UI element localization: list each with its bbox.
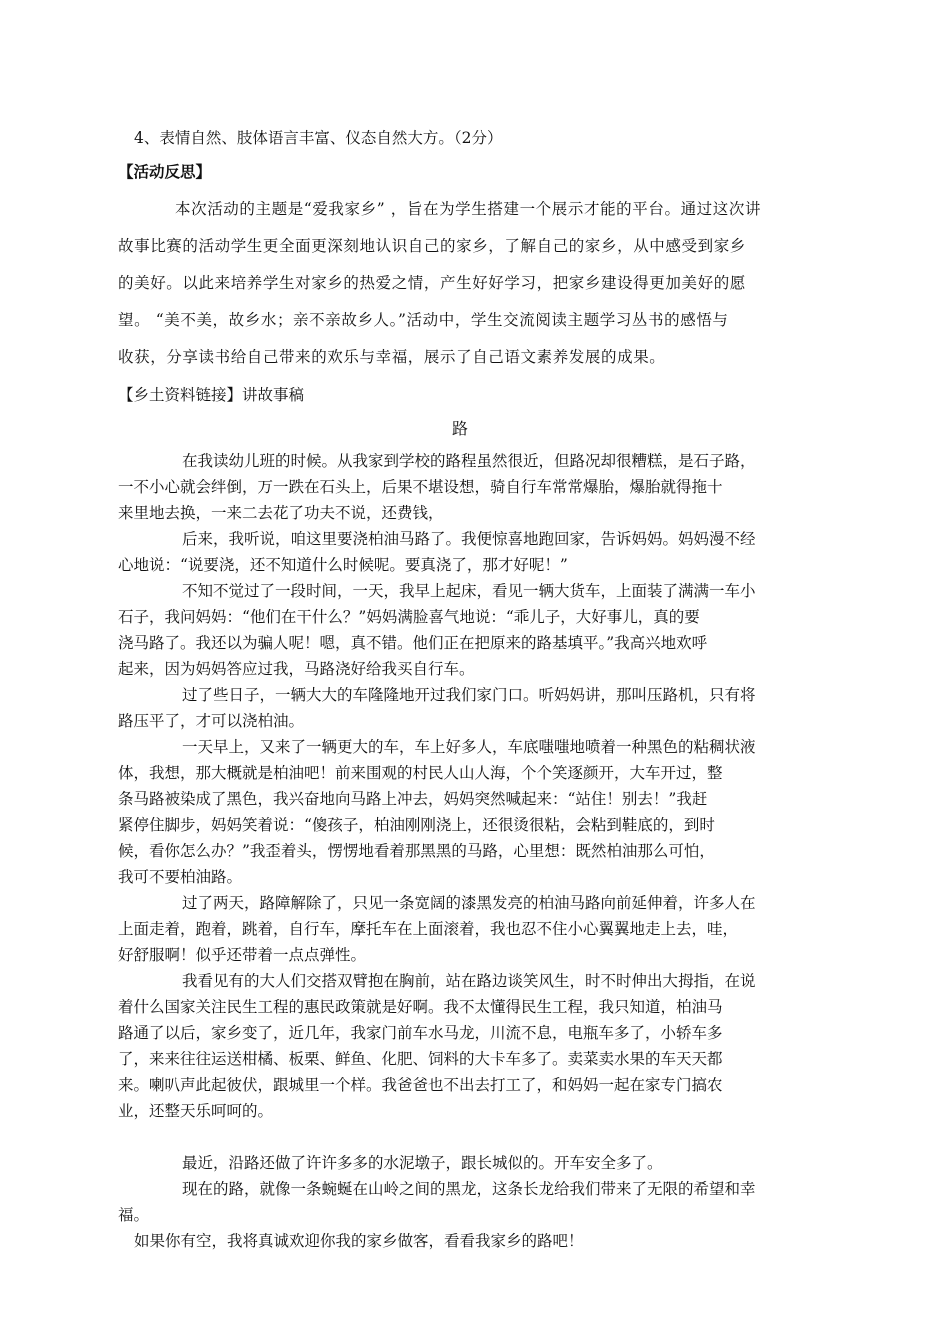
link-heading: [118, 385, 304, 405]
story-line: 福。: [118, 1206, 150, 1224]
story-line: 起来，因为妈妈答应过我，马路浇好给我买自行车。: [118, 660, 475, 678]
story-line: 一不小心就会绊倒，万一跌在石头上，后果不堪设想，骑自行车常常爆胎，爆胎就得拖十: [118, 478, 723, 496]
story-title: 路: [451, 419, 468, 438]
criterion-4-text: 4、表情自然、肢体语言丰富、仪态自然大方。（2分）: [134, 129, 503, 147]
reflection-line: 本次活动的主题是“爱我家乡” ，旨在为学生搭建一个展示才能的平台。通过这次讲: [175, 200, 762, 218]
story-line: 在我读幼儿班的时候。从我家到学校的路程虽然很近，但路况却很糟糕，是石子路，: [182, 452, 756, 470]
story-line: 体，我想，那大概就是柏油吧！前来围观的村民人山人海，个个笑逐颜开，大车开过，整: [118, 764, 723, 782]
story-line: 路通了以后，家乡变了，近几年，我家门前车水马龙，川流不息，电瓶车多了，小轿车多: [118, 1024, 723, 1042]
story-line: 现在的路，就像一条蜿蜒在山岭之间的黑龙，这条长龙给我们带来了无限的希望和幸: [182, 1180, 756, 1198]
story-line: 最近，沿路还做了许许多多的水泥墩子，跟长城似的。开车安全多了。: [182, 1154, 663, 1172]
reflection-heading: 【活动反思】: [118, 162, 212, 181]
story-line: 过了两天，路障解除了，只见一条宽阔的漆黑发亮的柏油马路向前延伸着，许多人在: [182, 894, 756, 912]
story-line: 不知不觉过了一段时间，一天，我早上起床，看见一辆大货车，上面装了满满一车小: [182, 582, 756, 600]
story-line: 一天早上，又来了一辆更大的车，车上好多人，车底嗤嗤地喷着一种黑色的粘稠状液: [182, 738, 756, 756]
story-line: 了，来来往往运送柑橘、板栗、鲜鱼、化肥、饲料的大卡车多了。卖菜卖水果的车天天都: [118, 1050, 723, 1068]
story-line: 心地说：“说要浇，还不知道什么时候呢。要真浇了，那才好呢！”: [118, 556, 568, 574]
story-line: 着什么国家关注民生工程的惠民政策就是好啊。我不太懂得民生工程，我只知道，柏油马: [118, 998, 723, 1016]
story-line: 我看见有的大人们交搭双臂抱在胸前，站在路边谈笑风生，时不时伸出大拇指，在说: [182, 972, 756, 990]
story-line: 我可不要柏油路。: [118, 868, 243, 886]
story-line: 候，看你怎么办？”我歪着头，愣愣地看着那黑黑的马路，心里想：既然柏油那么可怕，: [118, 842, 715, 860]
story-line: 好舒服啊！似乎还带着一点点弹性。: [118, 946, 367, 964]
story-line: 紧停住脚步，妈妈笑着说：“傻孩子，柏油刚刚浇上，还很烫很粘，会粘到鞋底的，到时: [118, 816, 715, 834]
story-line: 条马路被染成了黑色，我兴奋地向马路上冲去，妈妈突然喊起来：“站住！别去！”我赶: [118, 790, 708, 808]
story-line: 路压平了，才可以浇柏油。: [118, 712, 305, 730]
story-line: 上面走着，跑着，跳着，自行车，摩托车在上面滚着，我也忍不住小心翼翼地走上去，哇，: [118, 920, 739, 938]
story-line: 业，还整天乐呵呵的。: [118, 1102, 274, 1120]
story-line: 来里地去换，一来二去花了功夫不说，还费钱，: [118, 504, 444, 522]
link-heading-bracket: 【乡土资料链接】: [118, 386, 243, 404]
story-line: 后来，我听说，咱这里要浇柏油马路了。我便惊喜地跑回家，告诉妈妈。妈妈漫不经: [182, 530, 756, 548]
reflection-line: 故事比赛的活动学生更全面更深刻地认识自己的家乡，了解自己的家乡，从中感受到家乡: [118, 237, 746, 255]
link-heading-text: 讲故事稿: [242, 386, 305, 404]
reflection-line: 望。 “美不美，故乡水；亲不亲故乡人。”活动中，学生交流阅读主题学习丛书的感悟与: [118, 311, 729, 329]
reflection-line: 收获，分享读书给自己带来的欢乐与幸福，展示了自己语文素养发展的成果。: [118, 348, 666, 366]
story-line: 石子，我问妈妈：“他们在干什么？”妈妈满脸喜气地说：“乖儿子，大好事儿，真的要: [118, 608, 700, 626]
story-line: 过了些日子，一辆大大的车隆隆地开过我们家门口。听妈妈讲，那叫压路机，只有将: [182, 686, 756, 704]
reflection-line: 的美好。以此来培养学生对家乡的热爱之情，产生好好学习，把家乡建设得更加美好的愿: [118, 274, 746, 292]
story-line: 如果你有空，我将真诚欢迎你我的家乡做客，看看我家乡的路吧！: [134, 1232, 584, 1250]
story-line: 来。喇叭声此起彼伏，跟城里一个样。我爸爸也不出去打工了，和妈妈一起在家专门搞农: [118, 1076, 723, 1094]
story-line: 浇马路了。我还以为骗人呢！嗯，真不错。他们正在把原来的路基填平。”我高兴地欢呼: [118, 634, 708, 652]
